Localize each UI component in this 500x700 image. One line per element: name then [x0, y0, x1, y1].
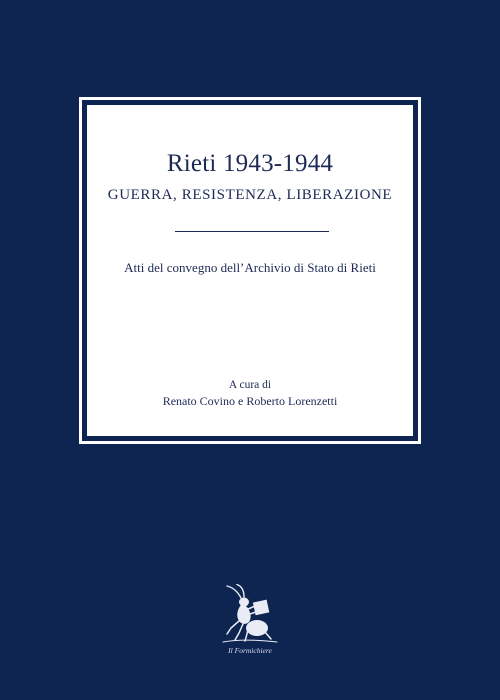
editors-names: Renato Covino e Roberto Lorenzetti: [162, 394, 338, 408]
proceedings-line: Atti del convegno dell’Archivio di Stato di Rieti: [124, 260, 376, 275]
edited-by-label: A cura di: [228, 379, 272, 391]
title-frame: [79, 97, 421, 444]
book-title: Rieti 1943-1944: [166, 150, 334, 177]
publisher-name: Il Formichiere: [228, 646, 272, 655]
title-frame-border: [82, 100, 418, 441]
title-panel-content: [87, 105, 413, 436]
divider-rule: [175, 231, 329, 232]
book-subtitle: GUERRA, RESISTENZA, LIBERAZIONE: [107, 187, 393, 203]
title-panel: [87, 105, 413, 436]
ant-carrying-crate-logo-icon: [219, 584, 281, 644]
